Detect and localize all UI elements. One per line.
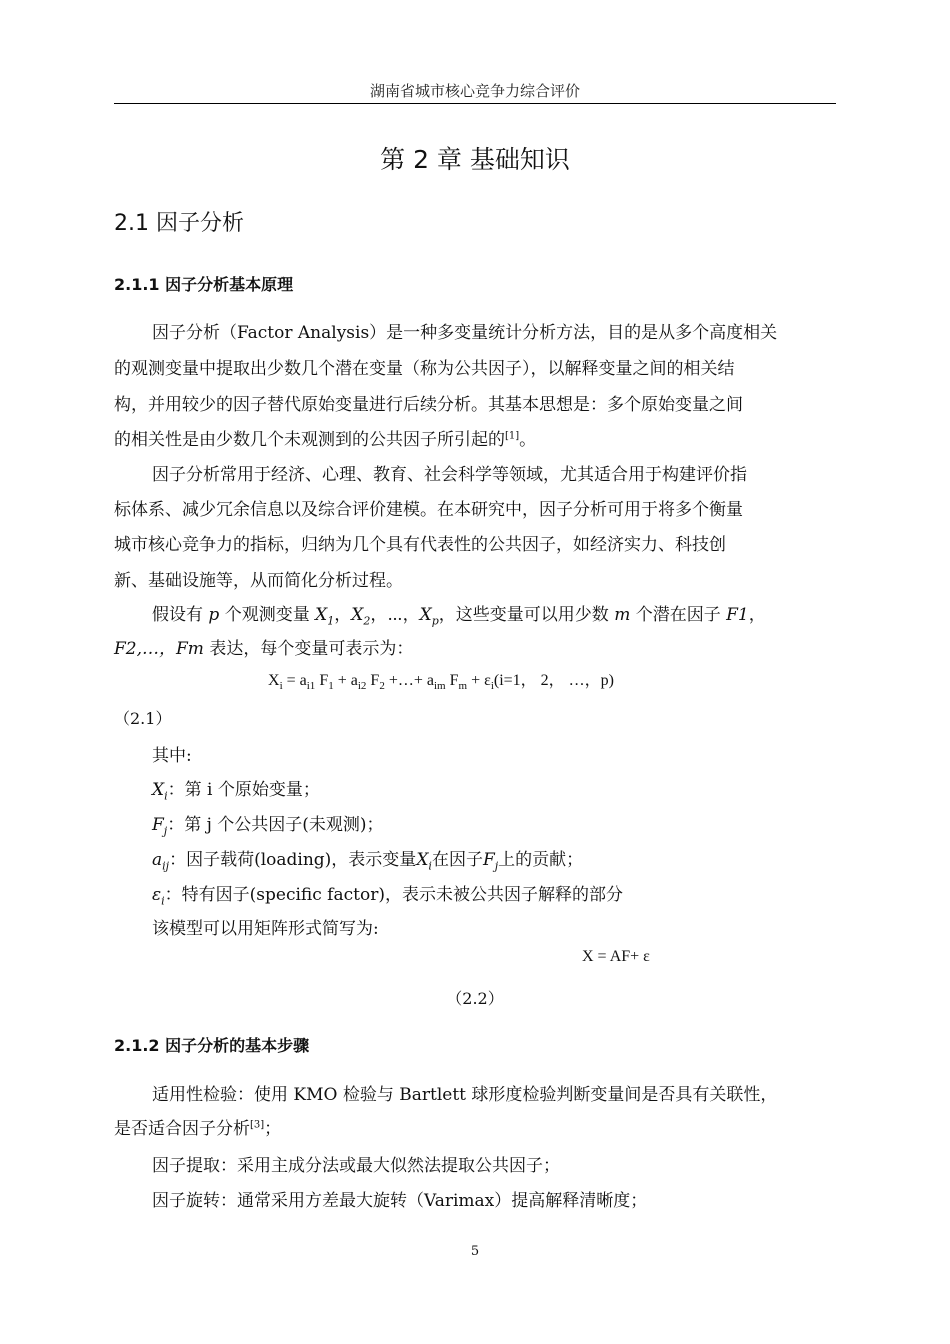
para1-line4: 的相关性是由少数几个未观测到的公共因子所引起的[1]。 (114, 430, 537, 450)
step1-line1: 适用性检验：使用 KMO 检验与 Bartlett 球形度检验判断变量间是否具有关联性， (152, 1085, 778, 1105)
equation-2-1-number: （2.1） (114, 709, 172, 728)
header-rule (114, 103, 836, 104)
equation-2-1: $X_i = a_{i1}$ $F_1 + a_{i2}$ $F_2$ +…+ $a_{im}$ $F_m + \varepsilon_i(i=1$， 2， …，p) (268, 672, 615, 693)
def-f: $F_j$：第 j 个公共因子(未观测)； (152, 815, 384, 838)
para1-line1: 因子分析（Factor Analysis）是一种多变量统计分析方法，目的是从多个高度相关 (152, 323, 778, 343)
where-label: 其中: (152, 746, 192, 766)
subsection-title-2: 2.1.2 因子分析的基本步骤 (114, 1036, 310, 1055)
para2-line4: 新、基础设施等，从而简化分析过程。 (114, 571, 403, 591)
equation-2-2: X = AF+ ε (582, 948, 650, 965)
para3-line1: 假设有 p 个观测变量 $X_1$，$X_2$，⋯，$X_p$，这些变量可以用少数 m 个潜在因子 F1， (152, 605, 766, 628)
def-epsilon: $\varepsilon_i$：特有因子(specific factor)，表示未被公共因子解释的部分 (152, 885, 623, 908)
matrix-intro: 该模型可以用矩阵形式简写为: (152, 919, 379, 939)
step1-line2: 是否适合因子分析[3]； (114, 1119, 282, 1139)
para2-line2: 标体系、减少冗余信息以及综合评价建模。在本研究中，因子分析可用于将多个衡量 (114, 500, 743, 520)
subsection-title-1: 2.1.1 因子分析基本原理 (114, 275, 294, 294)
def-x: $X_i$：第 i 个原始变量； (152, 780, 320, 803)
para3-line2: F2,…，Fm 表达，每个变量可表示为： (114, 639, 414, 659)
chapter-title: 第 2 章 基础知识 (380, 145, 570, 174)
para2-line3: 城市核心竞争力的指标，归纳为几个具有代表性的公共因子，如经济实力、科技创 (114, 535, 726, 555)
citation-3: [3] (250, 1119, 265, 1131)
citation-1: [1] (505, 430, 520, 442)
para1-line2: 的观测变量中提取出少数几个潜在变量（称为公共因子），以解释变量之间的相关结 (114, 359, 735, 379)
section-title: 2.1 因子分析 (114, 211, 244, 236)
step3: 因子旋转：通常采用方差最大旋转（Varimax）提高解释清晰度； (152, 1191, 648, 1211)
page-number: 5 (470, 1244, 480, 1259)
para1-line3: 构，并用较少的因子替代原始变量进行后续分析。其基本思想是：多个原始变量之间 (114, 395, 743, 415)
para2-line1: 因子分析常用于经济、心理、教育、社会科学等领域，尤其适合用于构建评价指 (152, 465, 747, 485)
def-a: $a_{ij}$：因子载荷(loading)，表示变量$X_i$在因子$F_j$上的贡献； (152, 850, 584, 873)
running-header: 湖南省城市核心竞争力综合评价 (369, 82, 580, 100)
equation-2-2-number: （2.2） (446, 989, 504, 1008)
step2: 因子提取：采用主成分法或最大似然法提取公共因子； (152, 1156, 560, 1176)
